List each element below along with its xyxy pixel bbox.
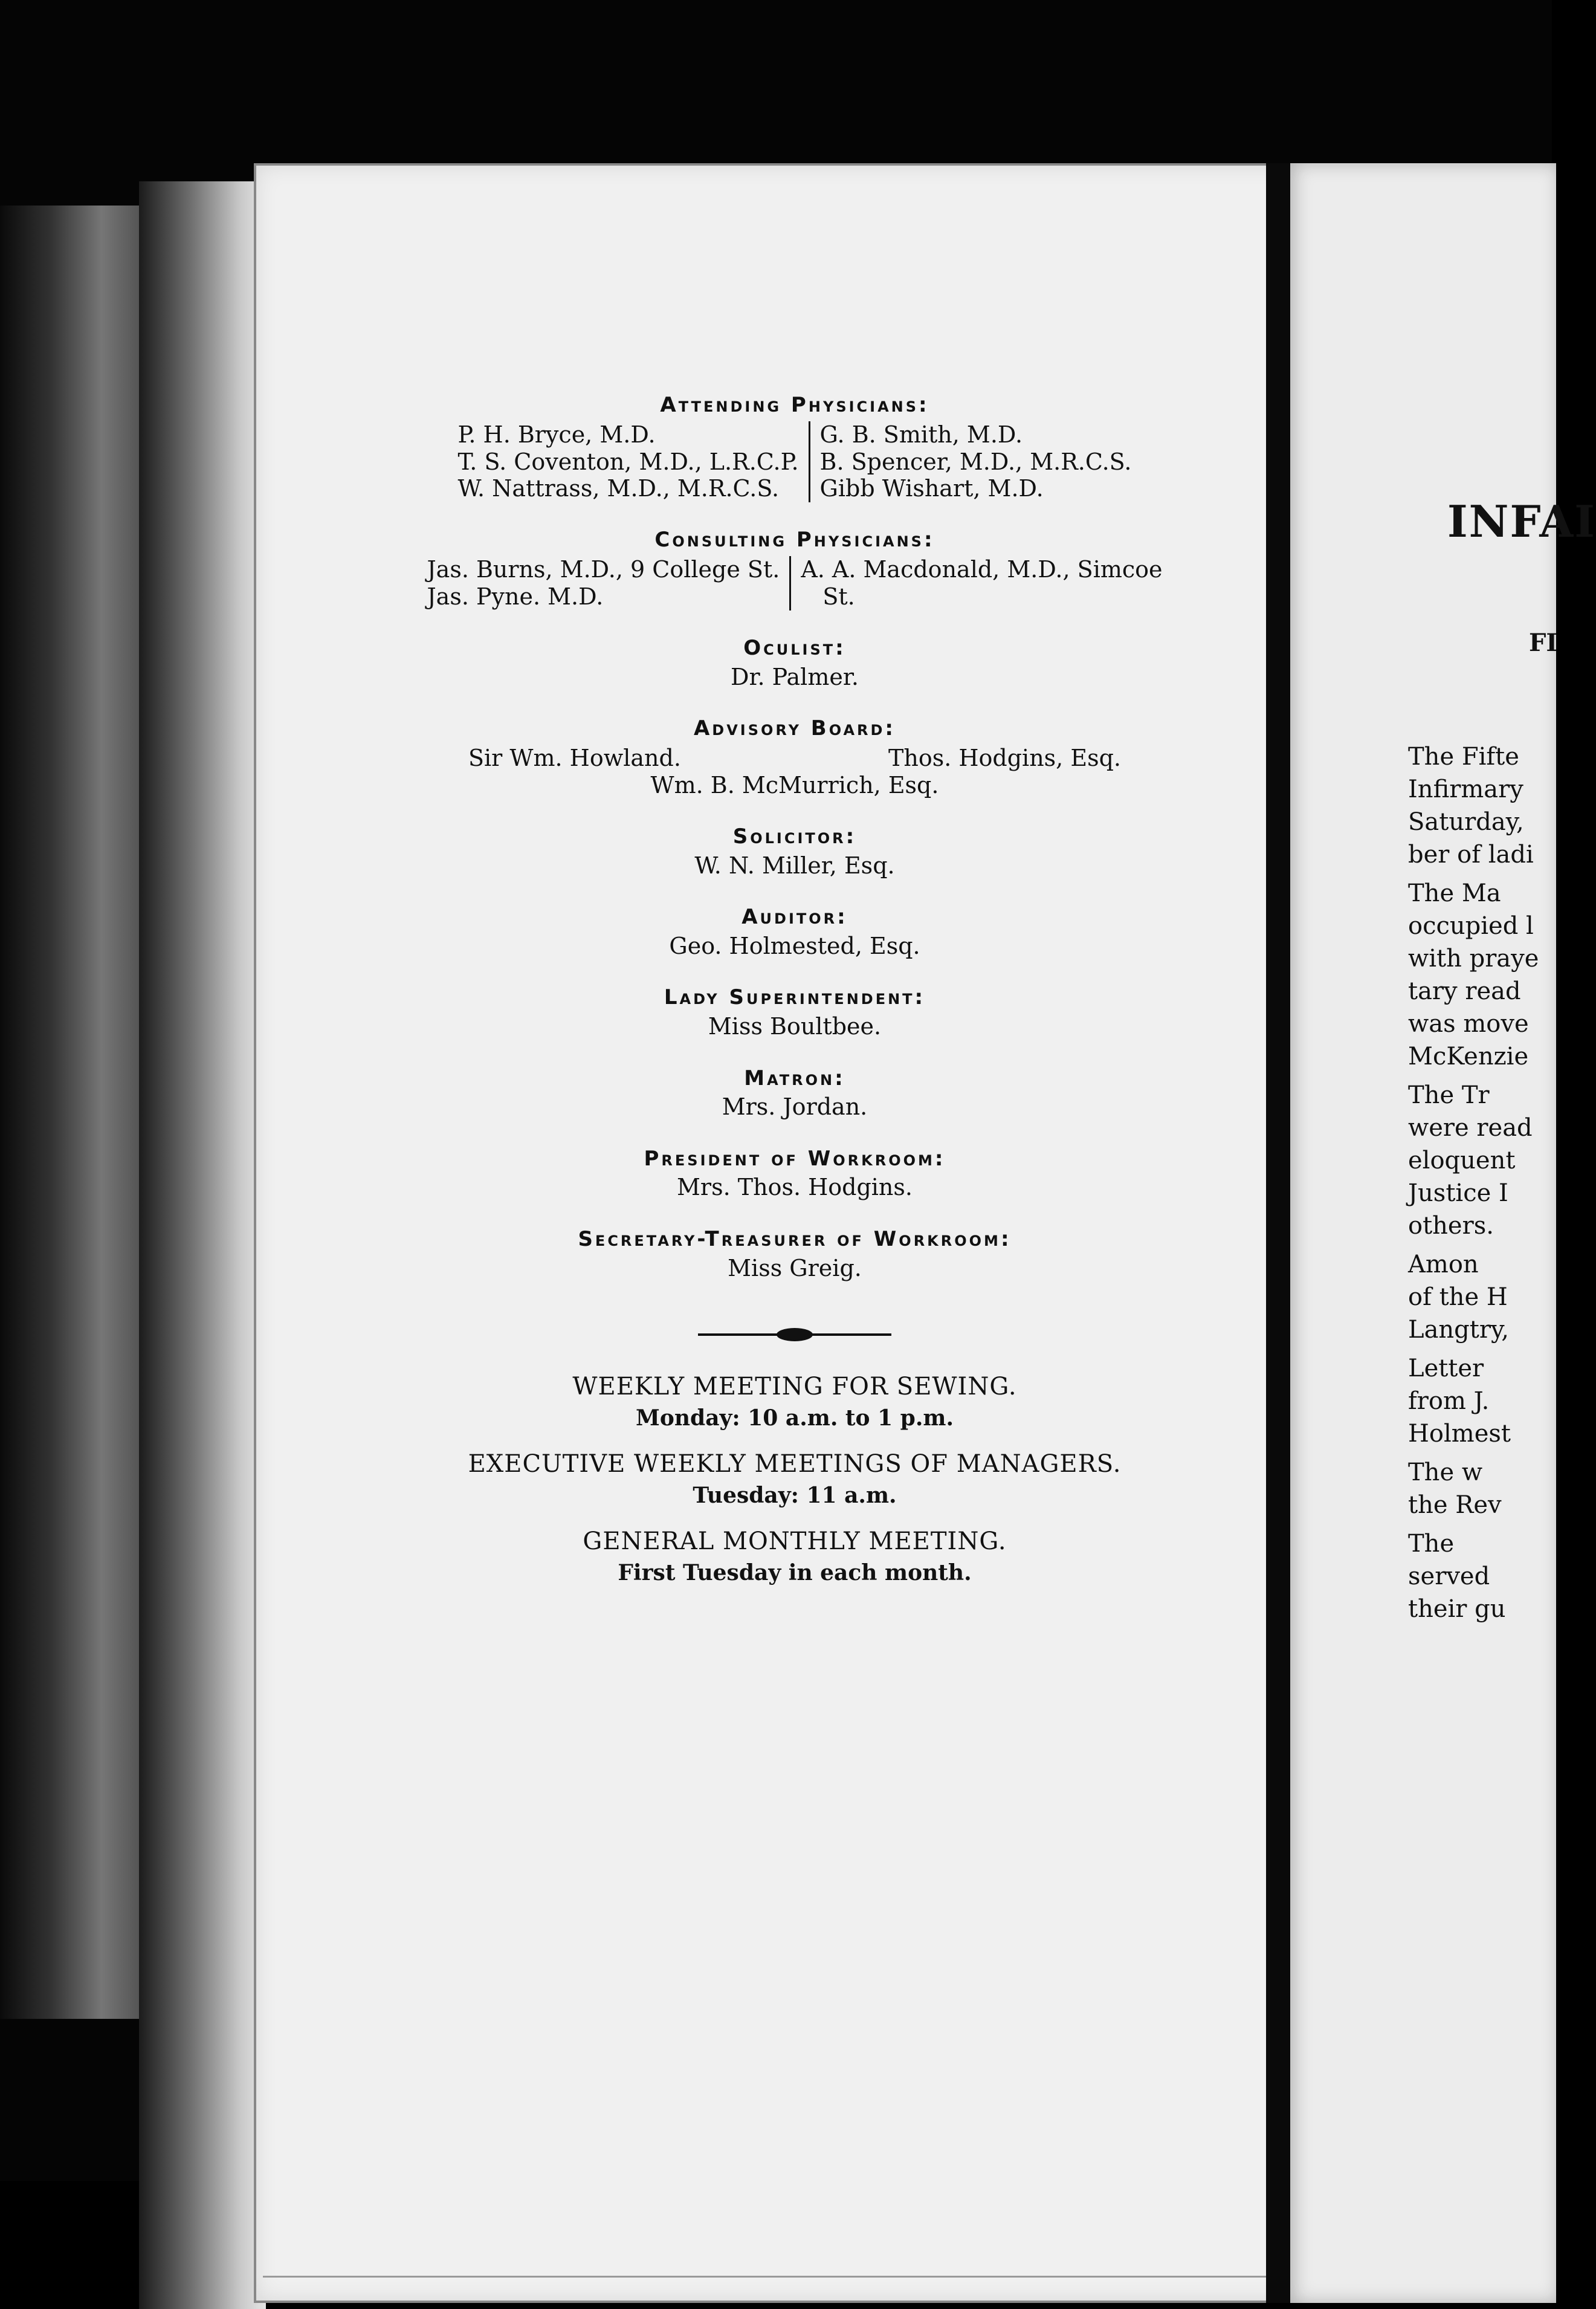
name-line: Gibb Wishart, M.D. bbox=[819, 475, 1044, 502]
text-line: Infirmary bbox=[1408, 776, 1523, 803]
section-heading: Solicitor: bbox=[732, 824, 857, 849]
name-line: Miss Boultbee. bbox=[708, 1013, 882, 1040]
name-line: T. S. Coventon, M.D., L.R.C.P. bbox=[457, 448, 799, 475]
name-line: Mrs. Thos. Hodgins. bbox=[677, 1174, 913, 1201]
text-line: from J. bbox=[1408, 1387, 1490, 1415]
name-line: A. A. Macdonald, M.D., Simcoe bbox=[801, 556, 1163, 583]
name-line: Jas. Pyne. M.D. bbox=[427, 583, 604, 610]
name-line: Miss Greig. bbox=[728, 1254, 862, 1281]
text-line: occupied l bbox=[1408, 912, 1534, 940]
book-page-edges bbox=[139, 181, 266, 2309]
name-line: Jas. Burns, M.D., 9 College St. bbox=[427, 556, 780, 583]
solicitor-section bbox=[363, 824, 1227, 879]
divider-ornament bbox=[777, 1328, 813, 1341]
section-heading: Secretary-Treasurer of Workroom: bbox=[578, 1226, 1012, 1251]
right-page-subtitle: FI bbox=[1529, 629, 1558, 657]
section-heading: Matron: bbox=[744, 1066, 845, 1090]
oculist-section bbox=[363, 636, 1227, 691]
text-line: served bbox=[1408, 1563, 1490, 1590]
name-line: Dr. Palmer. bbox=[731, 663, 859, 690]
text-line: was move bbox=[1408, 1010, 1529, 1038]
book-gutter bbox=[1266, 163, 1290, 2303]
auditor-section bbox=[363, 905, 1227, 960]
text-line: Letter bbox=[1408, 1355, 1484, 1382]
text-line: The Tr bbox=[1408, 1081, 1490, 1109]
text-line: with praye bbox=[1408, 945, 1539, 973]
text-line: were read bbox=[1408, 1114, 1533, 1142]
name-line: St. bbox=[822, 583, 855, 610]
advisory-row bbox=[468, 745, 1121, 771]
name-line: G. B. Smith, M.D. bbox=[819, 421, 1023, 448]
lady-superintendent-section bbox=[363, 985, 1227, 1040]
text-line: eloquent bbox=[1408, 1147, 1516, 1174]
text-line: the Rev bbox=[1408, 1491, 1502, 1519]
section-heading: Lady Superintendent: bbox=[664, 985, 926, 1010]
section-heading: Auditor: bbox=[741, 905, 848, 930]
name-line: B. Spencer, M.D., M.R.C.S. bbox=[819, 448, 1132, 475]
text-line: tary read bbox=[1408, 977, 1521, 1005]
meeting-executive-weekly bbox=[363, 1450, 1227, 1508]
text-line: Justice I bbox=[1408, 1179, 1508, 1207]
text-line: The Fifte bbox=[1408, 743, 1519, 771]
name-line: Thos. Hodgins, Esq. bbox=[888, 744, 1121, 771]
attending-section bbox=[363, 393, 1227, 502]
text-line: McKenzie bbox=[1408, 1043, 1529, 1070]
section-heading: President of Workroom: bbox=[644, 1146, 946, 1171]
right-page-text bbox=[1408, 740, 1553, 1625]
text-line: The bbox=[1408, 1530, 1455, 1558]
meeting-title: GENERAL MONTHLY MEETING. bbox=[583, 1527, 1007, 1555]
matron-section bbox=[363, 1066, 1227, 1121]
section-heading: Consulting Physicians: bbox=[654, 528, 935, 552]
section-heading: Attending Physicians: bbox=[660, 393, 929, 417]
text-line: Amon bbox=[1408, 1251, 1479, 1278]
text-line: Holmest bbox=[1408, 1420, 1511, 1448]
secretary-treasurer-section bbox=[363, 1227, 1227, 1282]
meeting-time: Tuesday: 11 a.m. bbox=[693, 1482, 897, 1508]
two-column-names bbox=[363, 556, 1227, 610]
text-line: their gu bbox=[1408, 1595, 1506, 1623]
two-column-names bbox=[363, 421, 1227, 502]
name-line: W. Nattrass, M.D., M.R.C.S. bbox=[457, 475, 780, 502]
text-line: Langtry, bbox=[1408, 1316, 1509, 1344]
advisory-section bbox=[363, 716, 1227, 799]
text-line: others. bbox=[1408, 1212, 1494, 1240]
text-line: of the H bbox=[1408, 1283, 1508, 1311]
names-left-column bbox=[427, 556, 791, 610]
name-line: Sir Wm. Howland. bbox=[468, 744, 681, 771]
president-workroom-section bbox=[363, 1147, 1227, 1202]
consulting-section bbox=[363, 528, 1227, 610]
text-line: Saturday, bbox=[1408, 808, 1524, 836]
page-bottom-rule bbox=[263, 2276, 1302, 2278]
right-page-title: INFAI bbox=[1447, 496, 1596, 547]
names-right-column bbox=[810, 421, 1132, 502]
meeting-weekly-sewing bbox=[363, 1373, 1227, 1431]
meeting-time: First Tuesday in each month. bbox=[618, 1559, 972, 1585]
names-right-column bbox=[791, 556, 1162, 610]
meeting-title: WEEKLY MEETING FOR SEWING. bbox=[572, 1372, 1017, 1401]
name-line: P. H. Bryce, M.D. bbox=[457, 421, 656, 448]
section-heading: Advisory Board: bbox=[693, 716, 896, 740]
meeting-title: EXECUTIVE WEEKLY MEETINGS OF MANAGERS. bbox=[468, 1449, 1122, 1478]
text-line: The Ma bbox=[1408, 879, 1501, 907]
page-scrap-left bbox=[0, 206, 145, 2019]
meeting-general-monthly bbox=[363, 1527, 1227, 1585]
text-line: ber of ladi bbox=[1408, 841, 1534, 869]
name-line: Wm. B. McMurrich, Esq. bbox=[650, 771, 939, 798]
meeting-time: Monday: 10 a.m. to 1 p.m. bbox=[635, 1405, 954, 1431]
text-line: The w bbox=[1408, 1459, 1483, 1486]
name-line: Geo. Holmested, Esq. bbox=[669, 933, 920, 959]
left-page-content bbox=[363, 393, 1227, 1585]
section-heading: Oculist: bbox=[743, 635, 846, 660]
name-line: Mrs. Jordan. bbox=[722, 1093, 868, 1121]
name-line: W. N. Miller, Esq. bbox=[694, 852, 895, 879]
ornamental-divider bbox=[698, 1326, 891, 1344]
names-left-column bbox=[458, 421, 810, 502]
